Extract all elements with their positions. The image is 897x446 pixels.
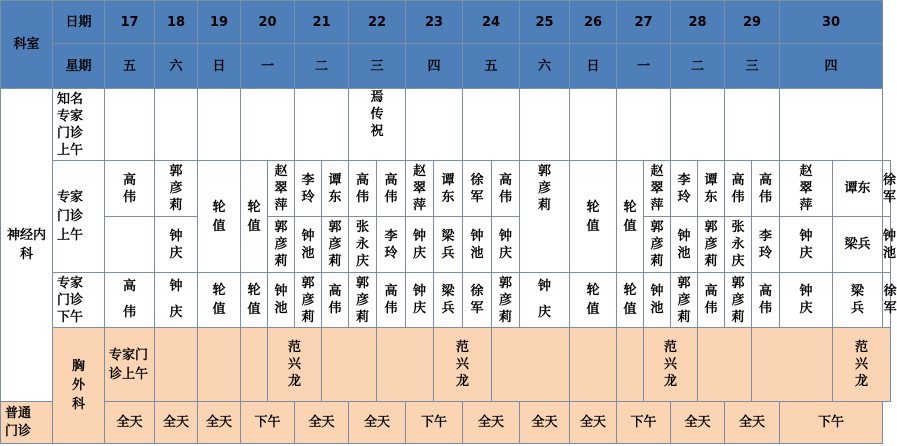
general-26: 全天 — [570, 402, 617, 444]
am-30-1: 谭东 — [833, 161, 883, 217]
pm-18-rest: 轮值 — [198, 273, 241, 328]
am-28-3: 郭彦莉 — [698, 217, 725, 273]
pm-26-rest: 轮值 — [617, 273, 644, 328]
date-21: 21 — [295, 1, 349, 44]
am-18-rest: 轮值 — [198, 161, 241, 273]
thoracic-am-20: 范兴龙 — [268, 328, 322, 402]
dept-thoracic: 胸外科 — [53, 328, 105, 444]
row-label-expert-pm: 专家门诊下午 — [53, 273, 105, 328]
am-30-2: 徐军 — [883, 161, 891, 217]
weekday-19: 日 — [198, 44, 241, 89]
row-label-famous-am: 知名专家门诊上午 — [53, 89, 105, 161]
am-26-rest: 轮值 — [617, 161, 644, 273]
am-29-1: 高伟 — [752, 161, 780, 217]
pm-19-rest: 轮值 — [241, 273, 268, 328]
general-28: 全天 — [671, 402, 725, 444]
am-20-1: 赵翠萍 — [268, 161, 295, 217]
date-25: 25 — [520, 1, 570, 44]
weekday-20: 一 — [241, 44, 295, 89]
am-29-4: 钟庆 — [780, 217, 833, 273]
am-30-3: 梁兵 — [833, 217, 883, 273]
am-24-1: 高伟 — [492, 161, 520, 217]
general-20: 下午 — [241, 402, 295, 444]
weekday-23: 四 — [406, 44, 463, 89]
thoracic-am-23: 范兴龙 — [434, 328, 492, 402]
pm-23-2: 徐军 — [463, 273, 492, 328]
date-22: 22 — [349, 1, 406, 44]
am-17-2: 郭彦莉 — [155, 161, 198, 217]
am-22-3: 李玲 — [377, 217, 406, 273]
am-20-4: 钟池 — [295, 217, 322, 273]
dept-header: 科室 — [1, 1, 53, 89]
weekday-25: 六 — [520, 44, 570, 89]
am-20-3: 郭彦莉 — [268, 217, 295, 273]
general-21: 全天 — [295, 402, 349, 444]
am-29-2: 赵翠萍 — [780, 161, 833, 217]
am-27-4: 钟池 — [671, 217, 698, 273]
pm-17-2: 钟庆 — [155, 273, 198, 328]
general-25: 全天 — [520, 402, 570, 444]
date-23: 23 — [406, 1, 463, 44]
am-23-1: 谭东 — [434, 161, 463, 217]
date-label: 日期 — [53, 1, 105, 44]
am-30-4: 钟池 — [883, 217, 891, 273]
pm-30-1: 梁兵 — [833, 273, 883, 328]
row-label-thoracic-am: 专家门诊上午 — [105, 328, 155, 402]
pm-28-1: 高伟 — [698, 273, 725, 328]
weekday-30: 四 — [780, 44, 883, 89]
am-21-2: 高伟 — [349, 161, 377, 217]
pm-27-2: 郭彦莉 — [671, 273, 698, 328]
pm-30-2: 徐军 — [883, 273, 891, 328]
general-22: 全天 — [349, 402, 406, 444]
am-27-1: 赵翠萍 — [644, 161, 671, 217]
am-27-3: 郭彦莉 — [644, 217, 671, 273]
pm-23-1: 梁兵 — [434, 273, 463, 328]
pm-27-1: 钟池 — [644, 273, 671, 328]
am-17-3: 钟庆 — [155, 217, 198, 273]
pm-21-2: 郭彦莉 — [349, 273, 377, 328]
weekday-label: 星期 — [53, 44, 105, 89]
am-19-rest: 轮值 — [241, 161, 268, 273]
date-29: 29 — [725, 1, 780, 44]
am-27-2: 李玲 — [671, 161, 698, 217]
weekday-21: 二 — [295, 44, 349, 89]
am-20-2: 李玲 — [295, 161, 322, 217]
am-23-3: 梁兵 — [434, 217, 463, 273]
am-23-2: 徐军 — [463, 161, 492, 217]
pm-22-1: 高伟 — [377, 273, 406, 328]
weekday-28: 二 — [671, 44, 725, 89]
thoracic-am-27: 范兴龙 — [644, 328, 698, 402]
am-28-1: 谭东 — [698, 161, 725, 217]
general-30: 下午 — [780, 402, 883, 444]
date-19: 19 — [198, 1, 241, 44]
thoracic-am-30: 范兴龙 — [833, 328, 891, 402]
am-24-3: 钟庆 — [492, 217, 520, 273]
pm-29-1: 高伟 — [752, 273, 780, 328]
am-17-1: 高伟 — [105, 161, 155, 217]
general-24: 全天 — [463, 402, 520, 444]
date-20: 20 — [241, 1, 295, 44]
am-21-4: 张永庆 — [349, 217, 377, 273]
famous-doctor: 焉传祝 — [349, 89, 406, 161]
am-25-rest: 轮值 — [570, 161, 617, 273]
pm-29-2: 钟庆 — [780, 273, 833, 328]
am-22-1: 高伟 — [377, 161, 406, 217]
weekday-17: 五 — [105, 44, 155, 89]
am-21-3: 郭彦莉 — [322, 217, 349, 273]
weekday-29: 三 — [725, 44, 780, 89]
general-19: 全天 — [198, 402, 241, 444]
general-29: 全天 — [725, 402, 780, 444]
date-24: 24 — [463, 1, 520, 44]
row-label-thoracic-general: 普通门诊 — [1, 402, 53, 444]
date-26: 26 — [570, 1, 617, 44]
pm-20-1: 钟池 — [268, 273, 295, 328]
am-21-1: 谭东 — [322, 161, 349, 217]
am-28-4: 张永庆 — [725, 217, 752, 273]
pm-25-rest: 轮值 — [570, 273, 617, 328]
pm-24-1: 郭彦莉 — [492, 273, 520, 328]
date-28: 28 — [671, 1, 725, 44]
weekday-26: 日 — [570, 44, 617, 89]
am-22-2: 赵翠萍 — [406, 161, 434, 217]
date-18: 18 — [155, 1, 198, 44]
date-27: 27 — [617, 1, 671, 44]
general-18: 全天 — [155, 402, 198, 444]
pm-22-2: 钟庆 — [406, 273, 434, 328]
date-17: 17 — [105, 1, 155, 44]
row-label-expert-am: 专家门诊上午 — [53, 161, 105, 273]
pm-24-2: 钟庆 — [520, 273, 570, 328]
general-27: 下午 — [617, 402, 671, 444]
am-24-2: 郭彦莉 — [520, 161, 570, 273]
am-28-2: 高伟 — [725, 161, 752, 217]
general-17: 全天 — [105, 402, 155, 444]
weekday-27: 一 — [617, 44, 671, 89]
pm-28-2: 郭彦莉 — [725, 273, 752, 328]
dept-neurology: 神经内科 — [1, 89, 53, 402]
pm-17-1: 高伟 — [105, 273, 155, 328]
pm-20-2: 郭彦莉 — [295, 273, 322, 328]
am-29-3: 李玲 — [752, 217, 780, 273]
weekday-22: 三 — [349, 44, 406, 89]
weekday-18: 六 — [155, 44, 198, 89]
am-22-4: 钟庆 — [406, 217, 434, 273]
date-30: 30 — [780, 1, 883, 44]
weekday-24: 五 — [463, 44, 520, 89]
am-23-4: 钟池 — [463, 217, 492, 273]
general-23: 下午 — [406, 402, 463, 444]
pm-21-1: 高伟 — [322, 273, 349, 328]
